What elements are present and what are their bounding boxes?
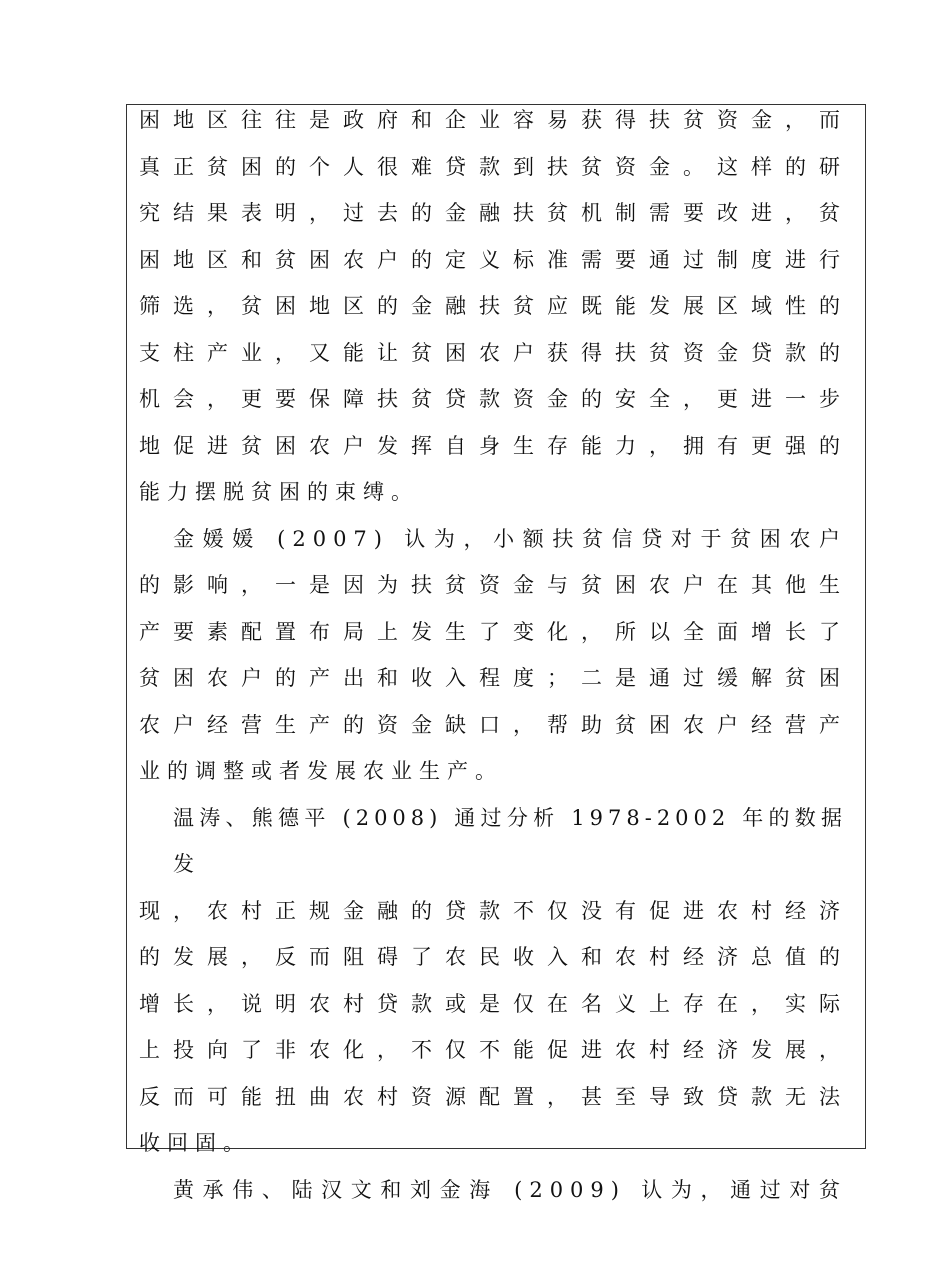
text-line: 业的调整或者发展农业生产。: [139, 759, 503, 783]
text-line: 真正贫困的个人很难贷款到扶贫资金。这样的研: [139, 154, 847, 179]
text-line: 贫困农户的产出和收入程度；二是通过缓解贫困: [139, 666, 847, 690]
text-line: 支柱产业，又能让贫困农户获得扶贫资金贷款的: [139, 340, 847, 365]
text-line: 的影响，一是因为扶贫资金与贫困农户在其他生: [139, 573, 847, 597]
text-line: 现，农村正规金融的贷款不仅没有促进农村经济: [139, 898, 847, 923]
paragraph-2: [139, 516, 847, 795]
paragraph-1: [139, 97, 847, 516]
text-line: 地促进贫困农户发挥自身生存能力，拥有更强的: [139, 433, 847, 458]
text-line: 困地区往往是政府和企业容易获得扶贫资金，而: [139, 108, 847, 132]
paragraph-3: [139, 795, 847, 1167]
text-line: 究结果表明，过去的金融扶贫机制需要改进，贫: [139, 201, 847, 225]
text-line: 农户经营生产的资金缺口，帮助贫困农户经营产: [139, 712, 847, 737]
text-line: 黄承伟、陆汉文和刘金海 (2009) 认为，通过对贫: [173, 1177, 847, 1202]
text-line: 收回固。: [139, 1131, 251, 1155]
document-body: [139, 97, 847, 1213]
paragraph-4: [139, 1167, 847, 1214]
text-line: 能力摆脱贫困的束缚。: [139, 480, 419, 504]
text-line: 的发展，反而阻碍了农民收入和农村经济总值的: [139, 945, 847, 969]
text-line: 困地区和贫困农户的定义标准需要通过制度进行: [139, 247, 847, 272]
text-line: 产要素配置布局上发生了变化，所以全面增长了: [139, 619, 847, 644]
text-line: 机会，更要保障扶贫贷款资金的安全，更进一步: [139, 387, 847, 411]
text-line: 筛选，贫困地区的金融扶贫应既能发展区域性的: [139, 294, 847, 318]
text-line: 反而可能扭曲农村资源配置，甚至导致贷款无法: [139, 1084, 847, 1109]
text-line: 金媛媛 (2007) 认为，小额扶贫信贷对于贫困农户: [173, 526, 847, 551]
text-line: 温涛、熊德平 (2008) 通过分析 1978-2002 年的数据发: [173, 805, 847, 876]
document-frame: [126, 104, 866, 1202]
text-line: 增长，说明农村贷款或是仅在名义上存在，实际: [139, 991, 847, 1016]
text-line: 上投向了非农化，不仅不能促进农村经济发展，: [139, 1038, 847, 1062]
